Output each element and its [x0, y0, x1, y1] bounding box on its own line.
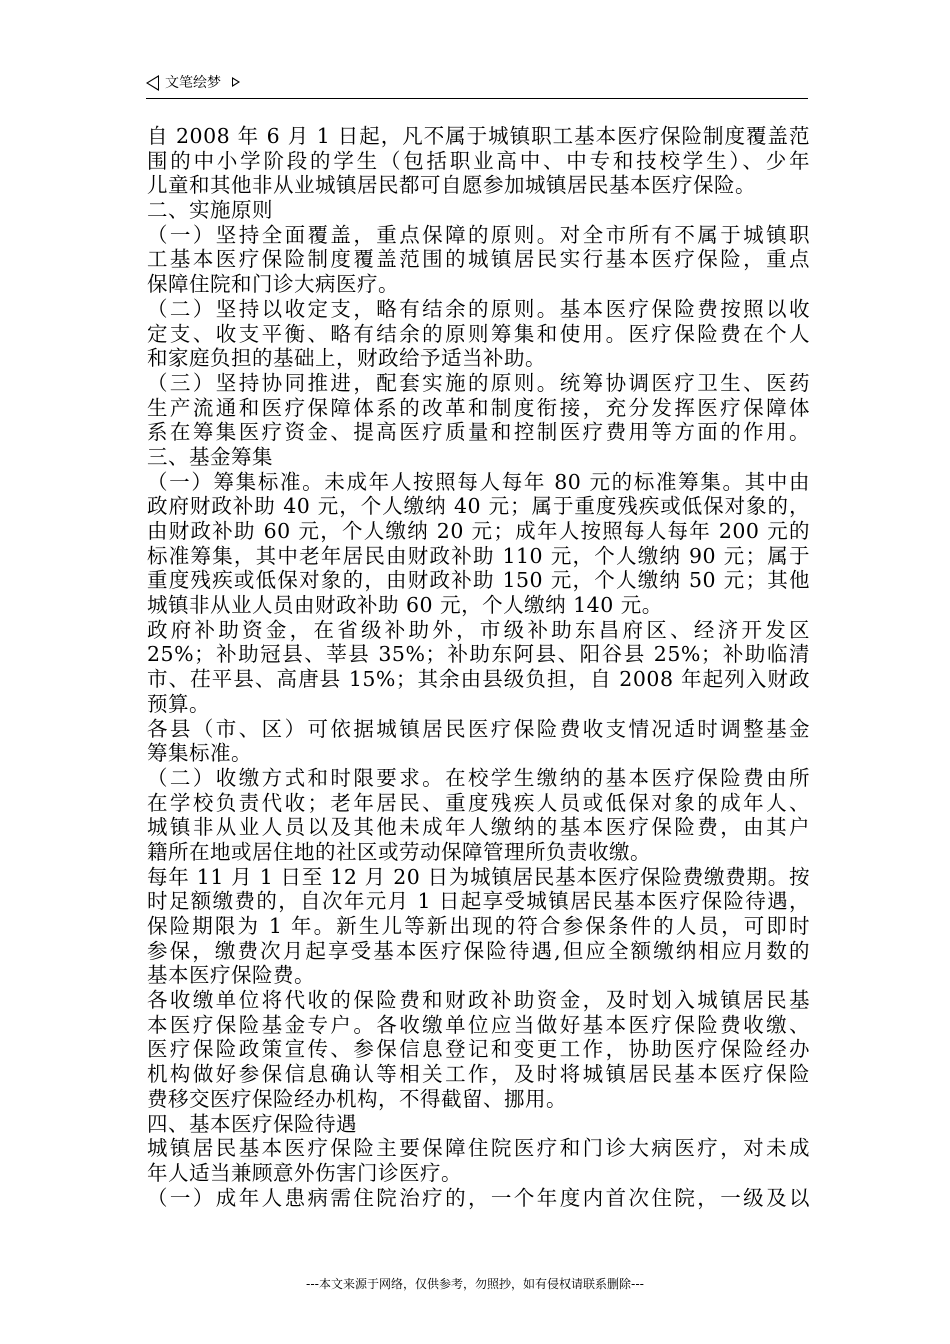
text-line: 每年 11 月 1 日至 12 月 20 日为城镇居民基本医疗保险费缴费期。按 — [147, 864, 810, 889]
text-line: 围的中小学阶段的学生（包括职业高中、中专和技校学生）、少年 — [147, 148, 810, 173]
text-line: （一）筹集标准。未成年人按照每人每年 80 元的标准筹集。其中由 — [147, 469, 810, 494]
text-line: 籍所在地或居住地的社区或劳动保障管理所负责收缴。 — [147, 839, 651, 864]
text-line: 标准筹集，其中老年居民由财政补助 110 元，个人缴纳 90 元；属于 — [147, 543, 810, 568]
text-line: 定支、收支平衡、略有结余的原则筹集和使用。医疗保险费在个人 — [147, 321, 810, 346]
text-line: 机构做好参保信息确认等相关工作，及时将城镇居民基本医疗保险 — [147, 1062, 810, 1087]
text-line: 儿童和其他非从业城镇居民都可自愿参加城镇居民基本医疗保险。 — [147, 173, 756, 198]
text-line: 重度残疾或低保对象的，由财政补助 150 元，个人缴纳 50 元；其他 — [147, 568, 810, 593]
text-line: 时足额缴费的，自次年元月 1 日起享受城镇居民基本医疗保险待遇， — [147, 889, 810, 914]
text-line: （二）坚持以收定支，略有结余的原则。基本医疗保险费按照以收 — [147, 296, 810, 321]
text-line: 自 2008 年 6 月 1 日起，凡不属于城镇职工基本医疗保险制度覆盖范 — [147, 124, 810, 148]
text-line: 生产流通和医疗保障体系的改革和制度衔接，充分发挥医疗保障体 — [147, 395, 810, 420]
text-line: （一）坚持全面覆盖，重点保障的原则。对全市所有不属于城镇职 — [147, 222, 810, 247]
text-line: 25%；补助冠县、莘县 35%；补助东阿县、阳谷县 25%；补助临清 — [147, 642, 810, 667]
text-line: 筹集标准。 — [147, 741, 252, 766]
text-line: 在学校负责代收；老年居民、重度残疾人员或低保对象的成年人、 — [147, 790, 810, 815]
text-line: 工基本医疗保险制度覆盖范围的城镇居民实行基本医疗保险，重点 — [147, 247, 810, 272]
text-line: 预算。 — [147, 691, 210, 716]
text-line: 城镇非从业人员以及其他未成年人缴纳的基本医疗保险费，由其户 — [147, 815, 810, 840]
text-line: 各收缴单位将代收的保险费和财政补助资金，及时划入城镇居民基 — [147, 988, 810, 1013]
text-line: 政府补助资金，在省级补助外，市级补助东昌府区、经济开发区 — [147, 617, 810, 642]
text-line: 由财政补助 60 元，个人缴纳 20 元；成年人按照每人每年 200 元的 — [147, 519, 810, 543]
text-line: 基本医疗保险费。 — [147, 963, 315, 988]
text-line: 系在筹集医疗资金、提高医疗质量和控制医疗费用等方面的作用。 — [147, 420, 810, 445]
text-line: 三、基金筹集 — [147, 444, 273, 469]
text-line: 和家庭负担的基础上，财政给予适当补助。 — [147, 346, 546, 371]
text-line: 本医疗保险基金专户。各收缴单位应当做好基本医疗保险费收缴、 — [147, 1012, 810, 1037]
triangle-left-icon — [146, 75, 159, 91]
text-line: （一）成年人患病需住院治疗的，一个年度内首次住院，一级及以 — [147, 1185, 810, 1210]
text-line: 市、茌平县、高唐县 15%；其余由县级负担，自 2008 年起列入财政 — [147, 667, 810, 692]
text-line: 保障住院和门诊大病医疗。 — [147, 272, 399, 297]
text-line: 参保，缴费次月起享受基本医疗保险待遇,但应全额缴纳相应月数的 — [147, 938, 810, 963]
text-line: 城镇居民基本医疗保险主要保障住院医疗和门诊大病医疗，对未成 — [147, 1136, 810, 1161]
triangle-right-icon — [232, 77, 240, 87]
text-line: 费移交医疗保险经办机构，不得截留、挪用。 — [147, 1086, 567, 1111]
text-line: 四、基本医疗保险待遇 — [147, 1111, 357, 1136]
text-line: 二、实施原则 — [147, 198, 273, 223]
text-line: 医疗保险政策宣传、参保信息登记和变更工作，协助医疗保险经办 — [147, 1037, 810, 1062]
text-line: 政府财政补助 40 元，个人缴纳 40 元；属于重度残疾或低保对象的， — [147, 494, 810, 519]
document-body — [147, 124, 810, 1210]
text-line: （三）坚持协同推进，配套实施的原则。统筹协调医疗卫生、医药 — [147, 370, 810, 395]
footer-notice: ---本文来源于网络，仅供参考，勿照抄，如有侵权请联系删除--- — [306, 1277, 644, 1291]
text-line: （二）收缴方式和时限要求。在校学生缴纳的基本医疗保险费由所 — [147, 765, 810, 790]
text-line: 保险期限为 1 年。新生儿等新出现的符合参保条件的人员，可即时 — [147, 914, 810, 938]
page-header — [146, 72, 808, 99]
text-line: 城镇非从业人员由财政补助 60 元，个人缴纳 140 元。 — [147, 593, 663, 618]
text-line: 年人适当兼顾意外伤害门诊医疗。 — [147, 1160, 462, 1185]
text-line: 各县（市、区）可依据城镇居民医疗保险费收支情况适时调整基金 — [147, 716, 810, 741]
header-brand: 文笔绘梦 — [165, 75, 221, 91]
